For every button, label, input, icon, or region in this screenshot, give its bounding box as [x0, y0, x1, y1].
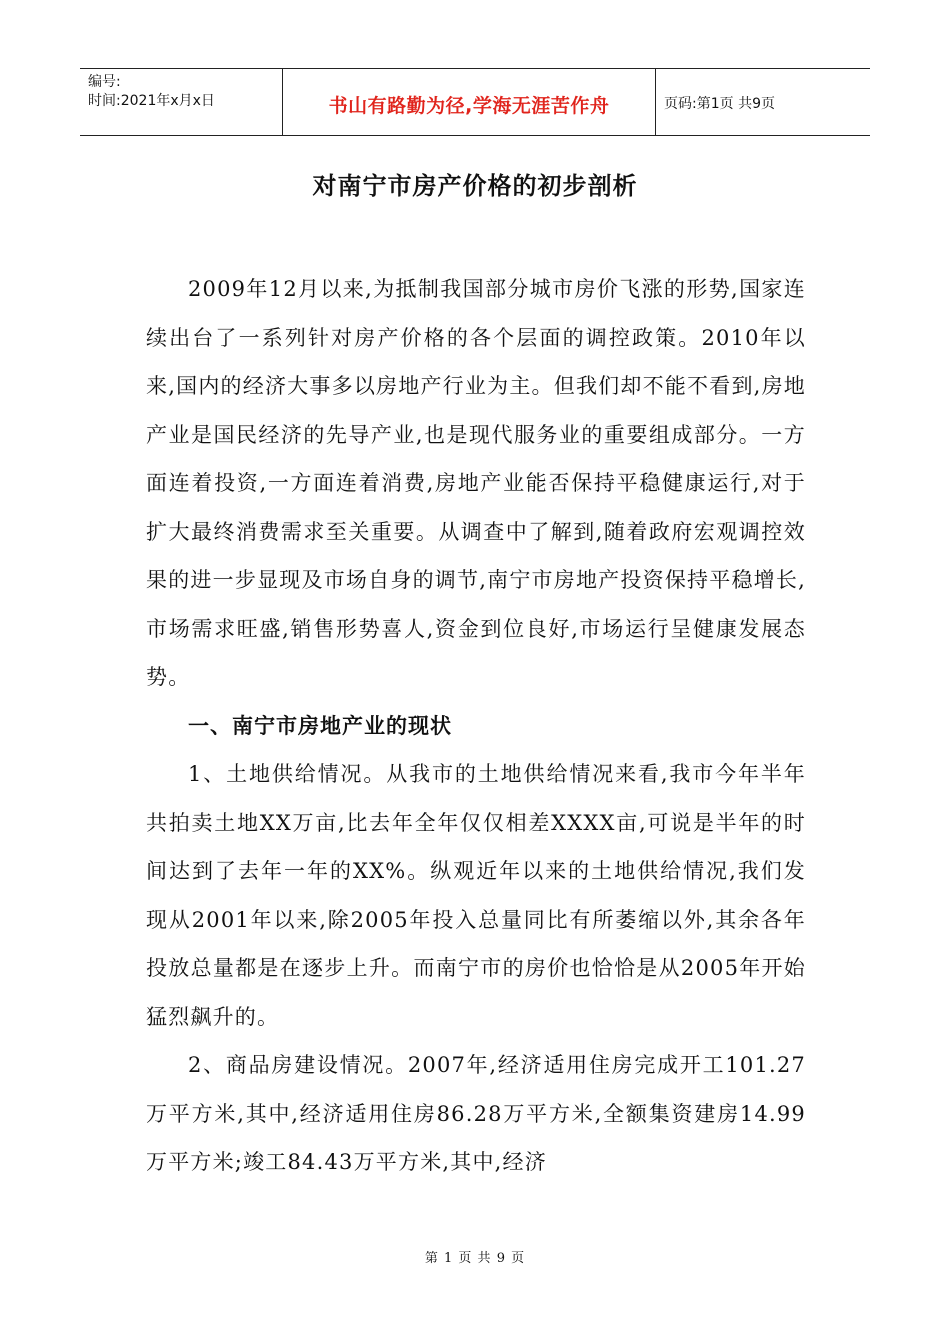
header-page-info: 页码:第1页 共9页 — [664, 96, 775, 112]
page-footer: 第 1 页 共 9 页 — [424, 1251, 526, 1266]
paragraph-housing-construction: 2、商品房建设情况。2007年,经济适用住房完成开工101.27万平方米,其中,经济适用住房86.28万平方米,全额集资建房14.99万平方米;竣工84.43万平方米,其中,经济 — [146, 1053, 806, 1174]
header-time-label: 时间:2021年x月x日 — [88, 93, 215, 109]
document-header — [80, 68, 870, 136]
paragraph-land-supply: 1、土地供给情况。从我市的土地供给情况来看,我市今年半年共拍卖土地XX万亩,比去年全年仅仅相差XXXX亩,可说是半年的时间达到了去年一年的XX%。纵观近年以来的土地供给情况,我们发现从2001年以来,除2005年投入总量同比有所萎缩以外,其余各年投放总量都是在逐步上升。而南宁市的房价也恰恰是从2005年开始猛烈飙升的。 — [146, 762, 806, 1029]
header-motto-cell — [282, 69, 656, 135]
document-body — [146, 265, 806, 1187]
header-page-cell — [656, 69, 870, 135]
section-heading: 一、南宁市房地产业的现状 — [188, 713, 452, 738]
paragraph-intro: 2009年12月以来,为抵制我国部分城市房价飞涨的形势,国家连续出台了一系列针对房产价格的各个层面的调控政策。2010年以来,国内的经济大事多以房地产行业为主。但我们却不能不看到,房地产业是国民经济的先导产业,也是现代服务业的重要组成部分。一方面连着投资,一方面连着消费,房地产业能否保持平稳健康运行,对于扩大最终消费需求至关重要。从调查中了解到,随着政府宏观调控效果的进一步显现及市场自身的调节,南宁市房地产投资保持平稳增长,市场需求旺盛,销售形势喜人,资金到位良好,市场运行呈健康发展态势。 — [146, 277, 806, 689]
header-number-label: 编号: — [88, 74, 121, 90]
document-title: 对南宁市房产价格的初步剖析 — [312, 172, 638, 200]
header-meta — [80, 69, 282, 135]
header-motto: 书山有路勤为径,学海无涯苦作舟 — [328, 94, 610, 117]
